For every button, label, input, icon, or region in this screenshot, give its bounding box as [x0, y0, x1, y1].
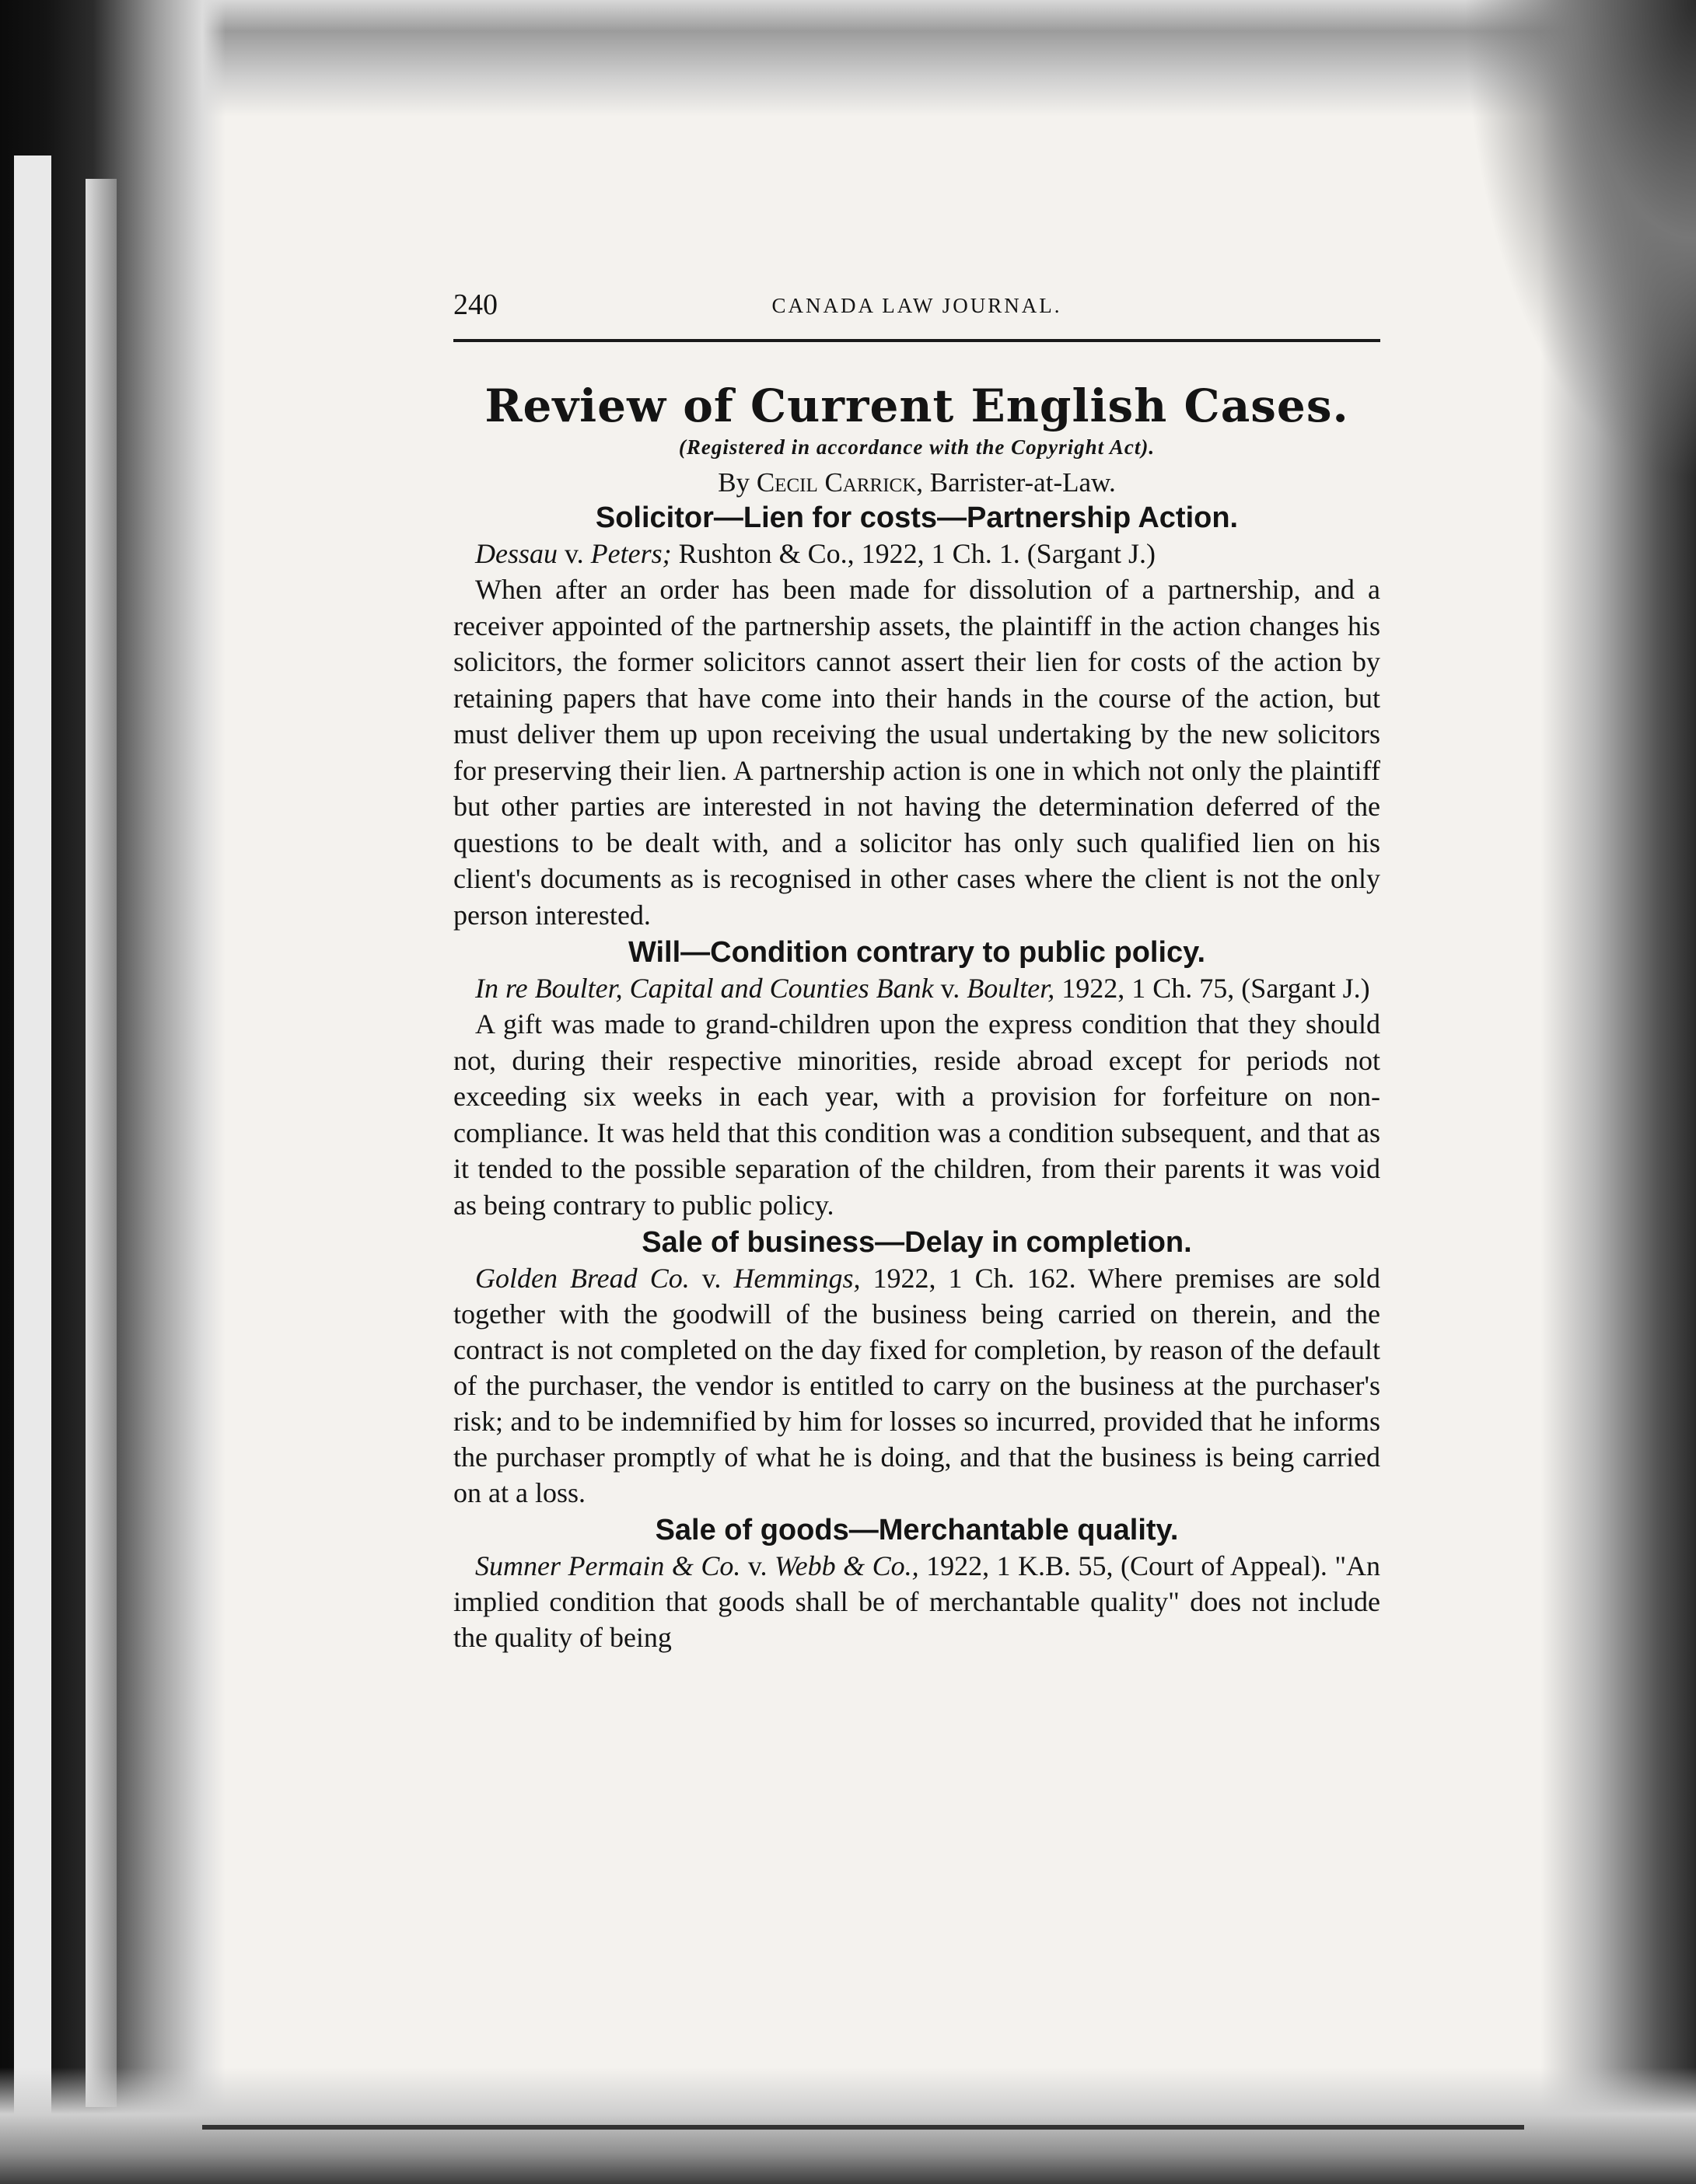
- running-head: [453, 288, 1380, 334]
- byline-author: Cecil Carrick,: [756, 467, 924, 498]
- citation-part: v.: [933, 973, 967, 1004]
- case-name-part: Hemmings,: [733, 1263, 861, 1294]
- citation-part: v.: [558, 538, 591, 569]
- case-summary: When after an order has been made for dissolution of a partnership, and a receiver appointed of the partnership assets, the plaintiff in the action changes his solicitors, the former solicitors cannot assert their lien for costs of the action by retaining papers that have come into their hands in the course of the action, but must deliver them up upon receiving the usual undertaking by the new solicitors for preserving their lien. A partnership action is one in which not only the plaintiff but other parties are interested in not having the determination deferred of the questions to be dealt with, and a solicitor has only such qualified lien on his client's documents as is recognised in other cases where the client is not the only person interested.: [453, 574, 1380, 931]
- case-heading: Will—Condition contrary to public policy.: [628, 936, 1206, 969]
- case-name-part: In re Boulter, Capital and Counties Bank: [475, 973, 934, 1004]
- case-citation: [453, 1548, 1380, 1655]
- scan-margin-strip: [14, 156, 51, 2146]
- header-rule: [453, 339, 1380, 342]
- case-heading: Sale of goods—Merchantable quality.: [655, 1514, 1179, 1546]
- case-name-part: Webb & Co.,: [775, 1550, 919, 1581]
- case-name-part: Sumner Permain & Co.: [475, 1550, 741, 1581]
- case-name-part: Boulter,: [967, 973, 1055, 1004]
- case-heading: Solicitor—Lien for costs—Partnership Action.: [595, 501, 1239, 534]
- scan-shadow-top: [0, 0, 1696, 117]
- journal-page: [453, 288, 1380, 1655]
- case-summary: A gift was made to grand-children upon the express condition that they should not, during their respective minorities, reside abroad except for periods not exceeding six weeks in each year, with a provision for forfeiture on non-compliance. It was held that this condition was a condition subsequent, and that as it tended to the possible separation of the children, from their parents it was void as being contrary to public policy.: [453, 1008, 1380, 1221]
- citation-part: v.: [689, 1263, 734, 1294]
- scan-bottom-edge: [202, 2125, 1524, 2130]
- case-name-part: Peters;: [590, 538, 672, 569]
- citation-part: 1922, 1 Ch. 75, (Sargant J.): [1054, 973, 1370, 1004]
- page-number: 240: [453, 288, 498, 321]
- case-citation: [453, 536, 1380, 571]
- case-name-part: Dessau: [475, 538, 558, 569]
- citation-part: 1922, 1 Ch. 162. Where premises are sold together with the goodwill of the business being carried on therein, and the contract is not completed on the day fixed for completion, by reason of the default of the purchaser, the vendor is entitled to carry on the business at the purchaser's risk; and to be indemnified by him for losses so incurred, provided that he informs the purchaser promptly of what he is doing, and that the business is being carried on at a loss.: [453, 1263, 1380, 1508]
- citation-part: v.: [740, 1550, 775, 1581]
- scan-shadow-corner: [1463, 0, 1696, 482]
- case-list: [453, 500, 1380, 1655]
- citation-part: 1922, 1 K.B. 55, (Court of Appeal). "An implied condition that goods shall be of merchantable quality" does not include the quality of being: [453, 1550, 1381, 1653]
- scan-binding-strip: [86, 179, 117, 2107]
- copyright-note: (Registered in accordance with the Copyright Act).: [678, 435, 1156, 459]
- case-heading: Sale of business—Delay in completion.: [642, 1226, 1192, 1259]
- byline: [453, 467, 1380, 498]
- case-citation: [453, 970, 1380, 1006]
- section-title: Review of Current English Cases.: [484, 379, 1349, 432]
- byline-suffix: Barrister-at-Law.: [929, 467, 1116, 498]
- case-name-part: Golden Bread Co.: [475, 1263, 690, 1294]
- case-citation: [453, 1260, 1380, 1511]
- journal-title: CANADA LAW JOURNAL.: [771, 294, 1062, 317]
- citation-part: Rushton & Co., 1922, 1 Ch. 1. (Sargant J.): [671, 538, 1156, 569]
- byline-prefix: By: [718, 467, 750, 498]
